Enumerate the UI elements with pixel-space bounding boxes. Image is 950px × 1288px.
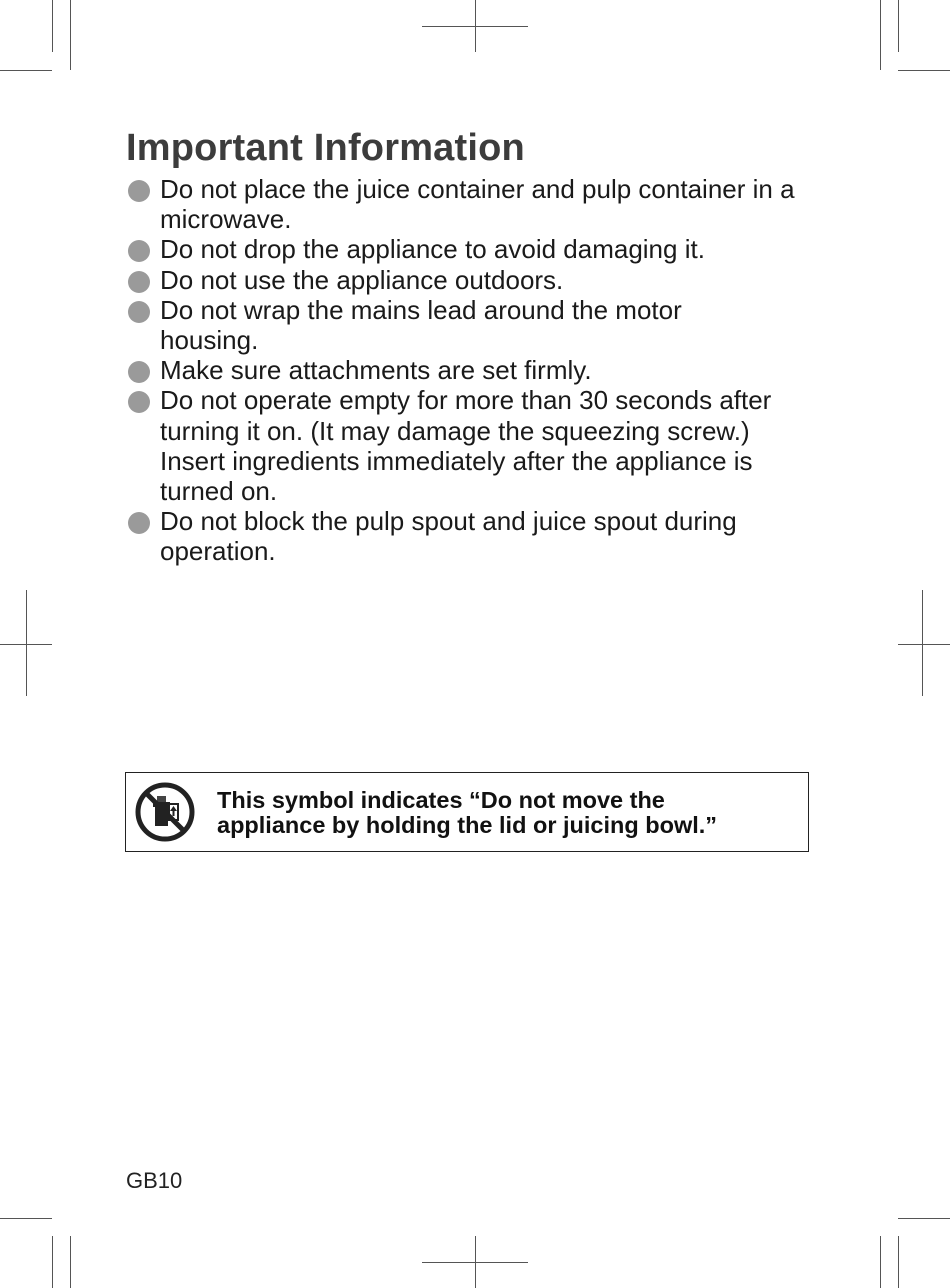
list-item (128, 385, 810, 506)
list-item (128, 265, 828, 295)
page-title: Important Information (126, 127, 525, 169)
notice-line: appliance by holding the lid or juicing bowl.” (217, 812, 718, 838)
list-item-text: Do not wrap the mains lead around the motor housing. (160, 294, 682, 356)
info-list (128, 174, 828, 567)
list-item (128, 295, 760, 355)
bullet-icon (128, 512, 150, 534)
list-item (128, 234, 828, 264)
crop-mark (52, 0, 53, 52)
crop-mark (0, 644, 52, 645)
crop-mark (0, 70, 52, 71)
crop-mark (422, 1262, 528, 1263)
crop-mark (0, 1218, 52, 1219)
crop-mark (880, 0, 881, 70)
no-lifting-by-lid-icon (135, 782, 195, 842)
list-item-text: Do not drop the appliance to avoid damaging it. (160, 234, 705, 265)
list-item-text: Do not use the appliance outdoors. (160, 264, 564, 295)
bullet-icon (128, 301, 150, 323)
list-item-text: Do not block the pulp spout and juice spout during operation. (160, 506, 737, 567)
bullet-icon (128, 361, 150, 383)
bullet-icon (128, 180, 150, 202)
crop-mark (26, 590, 27, 696)
crop-mark (70, 1236, 71, 1288)
bullet-icon (128, 271, 150, 293)
list-item-text: Make sure attachments are set firmly. (160, 355, 592, 386)
notice-line: This symbol indicates “Do not move the (217, 787, 665, 813)
page-number: GB10 (126, 1168, 183, 1193)
list-item (128, 174, 828, 234)
symbol-notice-box (125, 772, 809, 852)
crop-mark (898, 1236, 899, 1288)
crop-mark (880, 1236, 881, 1288)
notice-text (217, 788, 807, 838)
crop-mark (898, 0, 899, 52)
crop-mark (898, 644, 950, 645)
bullet-icon (128, 240, 150, 262)
list-item-text: Do not operate empty for more than 30 seconds after turning it on. (It may damage the squeezing screw.) Insert ingredients immediately after the appliance is turned on. (160, 385, 772, 507)
crop-mark (922, 590, 923, 696)
list-item (128, 506, 800, 566)
bullet-icon (128, 391, 150, 413)
list-item (128, 355, 828, 385)
crop-mark (898, 1218, 950, 1219)
crop-mark (898, 70, 950, 71)
crop-mark (422, 26, 528, 27)
list-item-text: Do not place the juice container and pulp container in a microwave. (160, 174, 795, 235)
crop-mark (70, 0, 71, 70)
crop-mark (52, 1236, 53, 1288)
